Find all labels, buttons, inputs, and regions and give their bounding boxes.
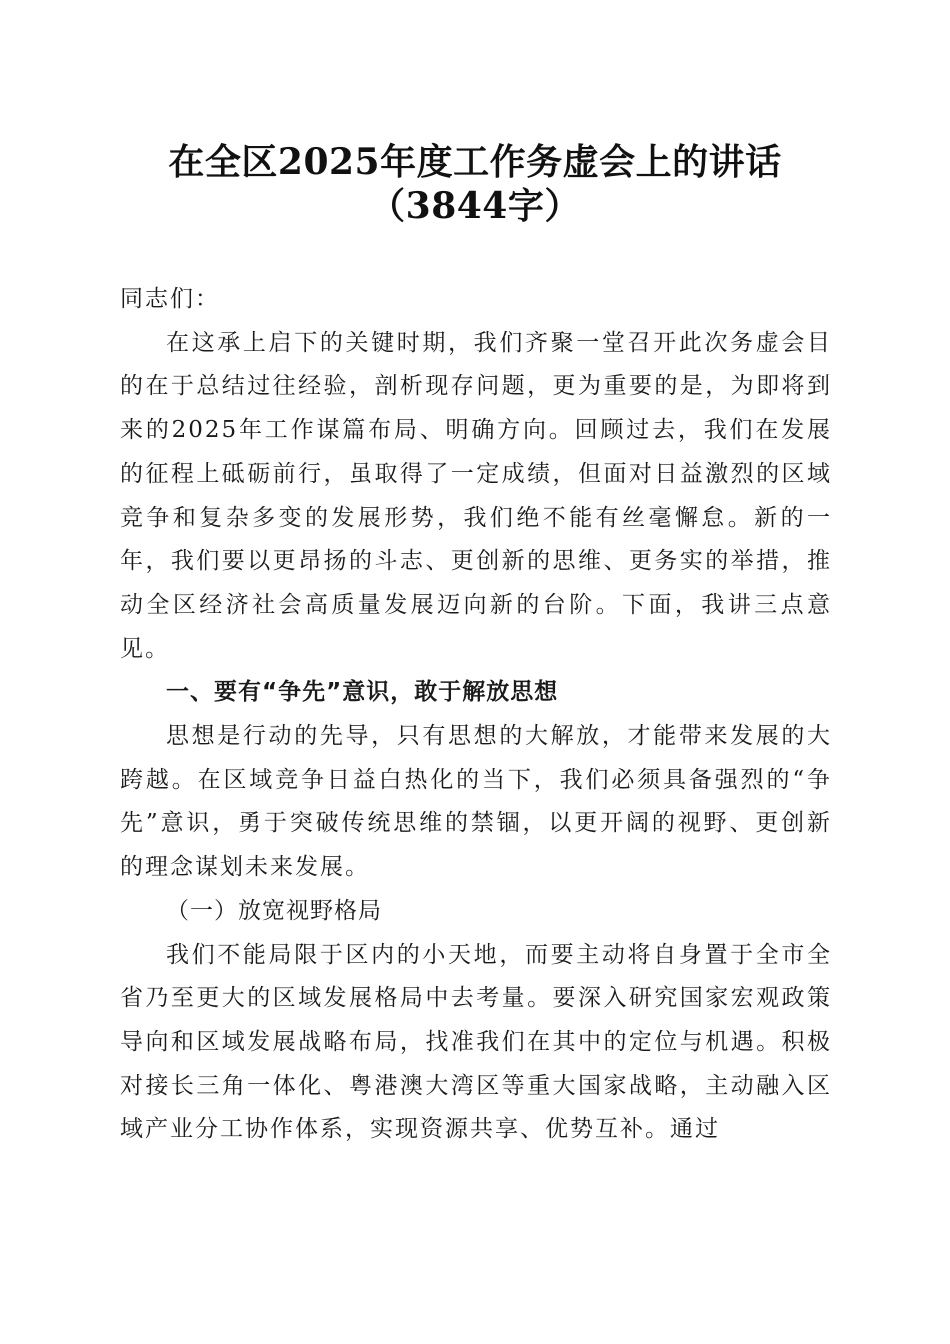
paragraph-section-1: 思想是行动的先导，只有思想的大解放，才能带来发展的大跨越。在区域竞争日益白热化的当下，我们必须具备强烈的“争先”意识，勇于突破传统思维的禁锢，以更开阔的视野、更创新的理念谋划未来发展。 (120, 723, 832, 881)
document-body (120, 278, 832, 1152)
subsection-heading-1: （一）放宽视野格局 (166, 897, 382, 924)
paragraph-subsection-1: 我们不能局限于区内的小天地，而要主动将自身置于全市全省乃至更大的区域发展格局中去考量。要深入研究国家宏观政策导向和区域发展战略布局，找准我们在其中的定位与机遇。积极对接长三角一体化、粤港澳大湾区等重大国家战略，主动融入区域产业分工协作体系，实现资源共享、优势互补。通过 (120, 941, 832, 1143)
section-heading-1: 一、要有“争先”意识，敢于解放思想 (166, 679, 559, 706)
document-title: 在全区2025年度工作务虚会上的讲话（3844字） (168, 141, 782, 227)
paragraph-intro: 在这承上启下的关键时期，我们齐聚一堂召开此次务虚会目的在于总结过往经验，剖析现存问题，更为重要的是，为即将到来的2025年工作谋篇布局、明确方向。回顾过去，我们在发展的征程上砥砺前行，虽取得了一定成绩，但面对日益激烈的区域竞争和复杂多变的发展形势，我们绝不能有丝毫懈怠。新的一年，我们要以更昂扬的斗志、更创新的思维、更务实的举措，推动全区经济社会高质量发展迈向新的台阶。下面，我讲三点意见。 (120, 329, 832, 662)
salutation: 同志们： (120, 286, 220, 312)
